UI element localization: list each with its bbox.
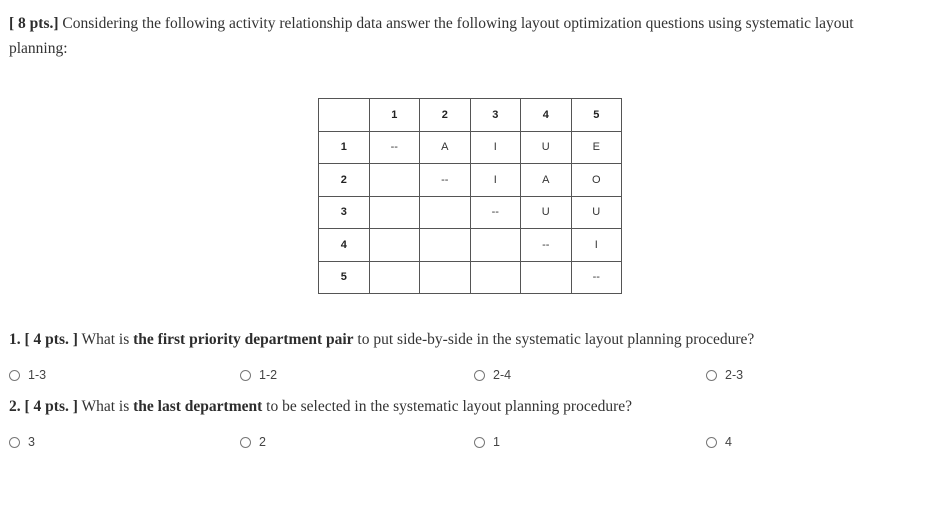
q1-option-label: 1-2 — [259, 368, 278, 382]
matrix-cell: I — [470, 131, 521, 164]
matrix-header-row — [319, 99, 622, 132]
matrix-cell — [420, 196, 471, 229]
matrix-cell: U — [521, 196, 572, 229]
matrix-col-header: 5 — [571, 99, 622, 132]
matrix-cell — [420, 229, 471, 262]
q1-prefix: 1. [ 4 pts. ] — [9, 331, 78, 348]
q2-option-label: 2 — [259, 435, 266, 449]
q1-option-2-4[interactable] — [474, 368, 511, 382]
radio-button-icon[interactable] — [240, 437, 251, 448]
matrix-cell — [521, 261, 572, 294]
matrix-cell: O — [571, 164, 622, 197]
intro-points: [ 8 pts.] — [9, 15, 59, 32]
q1-option-label: 2-4 — [493, 368, 512, 382]
matrix-cell — [369, 196, 420, 229]
matrix-col-header: 3 — [470, 99, 521, 132]
q1-option-label: 2-3 — [725, 368, 744, 382]
matrix-cell — [470, 229, 521, 262]
q1-option-2-3[interactable] — [706, 368, 743, 382]
q2-option-2[interactable] — [240, 435, 266, 449]
q2-option-label: 3 — [28, 435, 35, 449]
matrix-cell — [369, 261, 420, 294]
radio-button-icon[interactable] — [474, 437, 485, 448]
matrix-cell: -- — [521, 229, 572, 262]
matrix-cell: -- — [571, 261, 622, 294]
question-2 — [9, 398, 632, 416]
q1-option-1-2[interactable] — [240, 368, 277, 382]
q2-option-1[interactable] — [474, 435, 500, 449]
matrix-row — [319, 131, 622, 164]
q1-option-1-3[interactable] — [9, 368, 46, 382]
intro-text: Considering the following activity relationship data answer the following layout optimization questions using systematic layout planning: — [9, 15, 854, 57]
matrix-row — [319, 196, 622, 229]
matrix-cell: U — [571, 196, 622, 229]
matrix-row-header: 4 — [319, 229, 370, 262]
matrix-row-header: 3 — [319, 196, 370, 229]
matrix-cell: -- — [470, 196, 521, 229]
q1-option-label: 1-3 — [28, 368, 47, 382]
matrix-row-header: 2 — [319, 164, 370, 197]
matrix-cell — [470, 261, 521, 294]
radio-button-icon[interactable] — [706, 437, 717, 448]
q2-bold: the last department — [133, 398, 263, 415]
question-1 — [9, 331, 754, 349]
q2-text-a: What is — [77, 398, 134, 415]
q2-option-3[interactable] — [9, 435, 35, 449]
q1-bold: the first priority department pair — [133, 331, 354, 348]
matrix-cell: A — [420, 131, 471, 164]
matrix-col-header: 2 — [420, 99, 471, 132]
radio-button-icon[interactable] — [706, 370, 717, 381]
matrix-col-header: 1 — [369, 99, 420, 132]
q2-option-label: 1 — [493, 435, 500, 449]
matrix-col-header: 4 — [521, 99, 572, 132]
matrix-cell — [420, 261, 471, 294]
q1-text-a: What is — [77, 331, 134, 348]
question-intro — [9, 11, 914, 61]
q1-text-b: to put side-by-side in the systematic layout planning procedure? — [353, 331, 755, 348]
matrix-cell: U — [521, 131, 572, 164]
matrix-cell: A — [521, 164, 572, 197]
relationship-matrix — [318, 98, 622, 294]
matrix-row — [319, 164, 622, 197]
radio-button-icon[interactable] — [9, 437, 20, 448]
q2-option-label: 4 — [725, 435, 732, 449]
matrix-cell: E — [571, 131, 622, 164]
matrix-corner-cell — [319, 99, 370, 132]
matrix-row-header: 5 — [319, 261, 370, 294]
matrix-cell: -- — [369, 131, 420, 164]
matrix-cell: -- — [420, 164, 471, 197]
matrix-cell: I — [571, 229, 622, 262]
q2-text-b: to be selected in the systematic layout planning procedure? — [262, 398, 633, 415]
matrix-row — [319, 229, 622, 262]
matrix-cell: I — [470, 164, 521, 197]
matrix-cell — [369, 164, 420, 197]
matrix-row-header: 1 — [319, 131, 370, 164]
radio-button-icon[interactable] — [9, 370, 20, 381]
q2-option-4[interactable] — [706, 435, 732, 449]
radio-button-icon[interactable] — [474, 370, 485, 381]
q2-prefix: 2. [ 4 pts. ] — [9, 398, 78, 415]
radio-button-icon[interactable] — [240, 370, 251, 381]
matrix-row — [319, 261, 622, 294]
matrix-cell — [369, 229, 420, 262]
